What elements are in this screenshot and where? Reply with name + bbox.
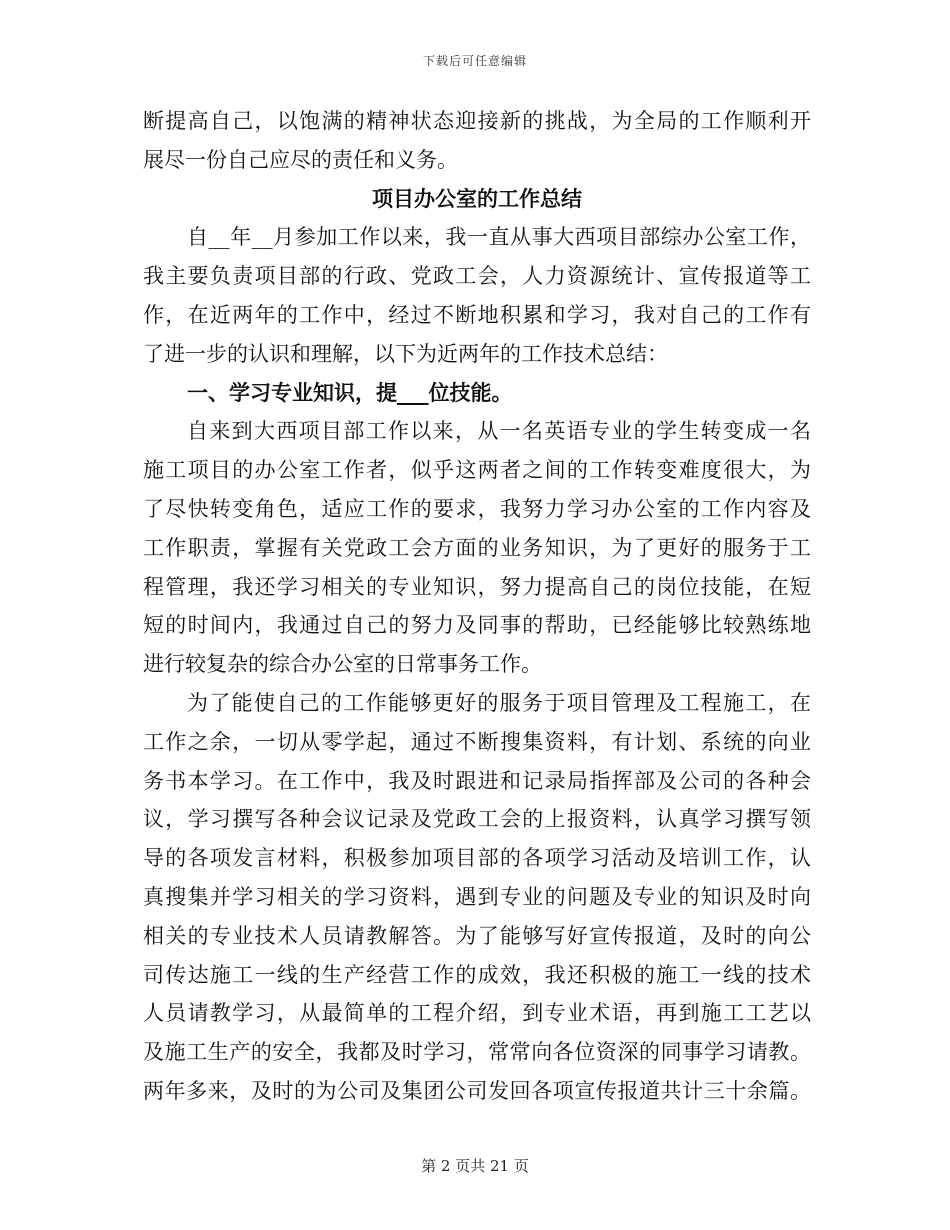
body-line: 人员请教学习，从最简单的工程介绍，到专业术语，再到施工工艺以	[143, 1001, 811, 1026]
body-line: 进行较复杂的综合办公室的日常事务工作。	[143, 652, 542, 677]
body-line: 我主要负责项目部的行政、党政工会，人力资源统计、宣传报道等工	[143, 264, 811, 289]
body-line: 了进一步的认识和理解，以下为近两年的工作技术总结：	[143, 341, 668, 366]
subsection-heading: 一、学习专业知识，提___位技能。	[187, 379, 513, 405]
body-line: 及施工生产的安全，我都及时学习，常常向各位资深的同事学习请教。	[143, 1040, 811, 1065]
body-line: 工作职责，掌握有关党政工会方面的业务知识，为了更好的服务于工	[143, 535, 811, 560]
body-line: 短的时间内，我通过自己的努力及同事的帮助，已经能够比较熟练地	[143, 613, 811, 638]
body-line: 司传达施工一线的生产经营工作的成效，我还积极的施工一线的技术	[143, 962, 811, 987]
body-line: 导的各项发言材料，积极参加项目部的各项学习活动及培训工作，认	[143, 846, 811, 871]
body-line: 作，在近两年的工作中，经过不断地积累和学习，我对自己的工作有	[143, 302, 811, 327]
body-line: 议，学习撰写各种会议记录及党政工会的上报资料，认真学习撰写领	[143, 807, 811, 832]
body-line: 务书本学习。在工作中，我及时跟进和记录局指挥部及公司的各种会	[143, 768, 811, 793]
body-line: 真搜集并学习相关的学习资料，遇到专业的问题及专业的知识及时向	[143, 884, 811, 909]
document-body	[143, 102, 811, 1111]
body-line: 相关的专业技术人员请教解答。为了能够写好宣传报道，及时的向公	[143, 923, 811, 948]
section-title: 项目办公室的工作总结	[372, 185, 582, 211]
page-footer: 第 2 页共 21 页	[421, 1157, 529, 1175]
body-line: 自来到大西项目部工作以来，从一名英语专业的学生转变成一名	[187, 419, 811, 444]
body-line: 展尽一份自己应尽的责任和义务。	[143, 147, 458, 172]
body-line: 为了能使自己的工作能够更好的服务于项目管理及工程施工，在	[187, 690, 811, 715]
body-line: 自__年__月参加工作以来，我一直从事大西项目部综办公室工作，	[187, 225, 811, 250]
body-line: 施工项目的办公室工作者，似乎这两者之间的工作转变难度很大，为	[143, 458, 811, 483]
body-line: 断提高自己，以饱满的精神状态迎接新的挑战，为全局的工作顺利开	[143, 109, 811, 133]
page-header: 下载后可任意编辑	[422, 54, 527, 68]
body-line: 程管理，我还学习相关的专业知识，努力提高自己的岗位技能，在短	[143, 574, 811, 599]
body-line: 工作之余，一切从零学起，通过不断搜集资料，有计划、系统的向业	[143, 729, 811, 754]
body-line: 了尽快转变角色，适应工作的要求，我努力学习办公室的工作内容及	[143, 496, 811, 521]
body-line: 两年多来，及时的为公司及集团公司发回各项宣传报道共计三十余篇。	[143, 1078, 811, 1103]
